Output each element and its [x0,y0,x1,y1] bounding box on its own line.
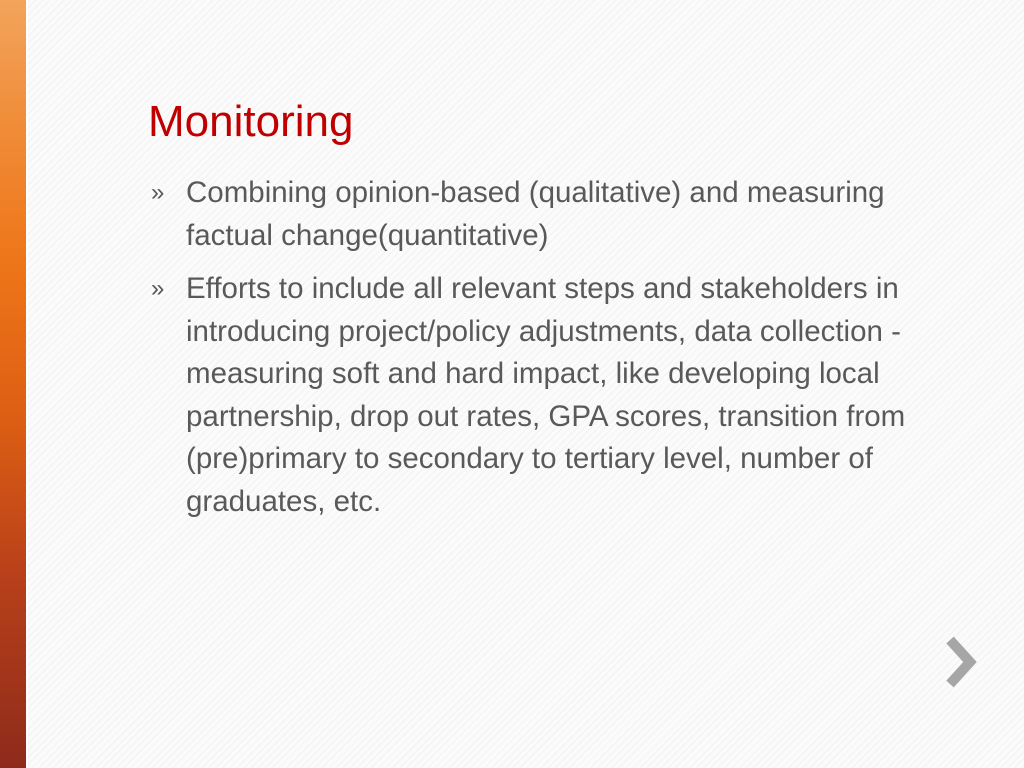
bullet-list [148,172,938,534]
left-accent-bar [0,0,26,768]
next-slide-button[interactable] [940,632,980,692]
chevron-right-icon [940,632,980,692]
bullet-marker: » [151,275,165,302]
bullet-marker: » [151,179,165,206]
bullet-text: Efforts to include all relevant steps and stakeholders in introducing project/policy adjustments, data collection - measuring soft and hard impact, like developing local partnership, drop out rates, GPA scores, transition from (pre)primary to secondary to tertiary level, number of graduates, etc. [186,272,906,518]
bullet-item [148,172,938,257]
slide-title: Monitoring [148,97,354,146]
bullet-item [148,268,938,523]
bullet-text: Combining opinion-based (qualitative) and measuring factual change(quantitative) [186,176,885,252]
